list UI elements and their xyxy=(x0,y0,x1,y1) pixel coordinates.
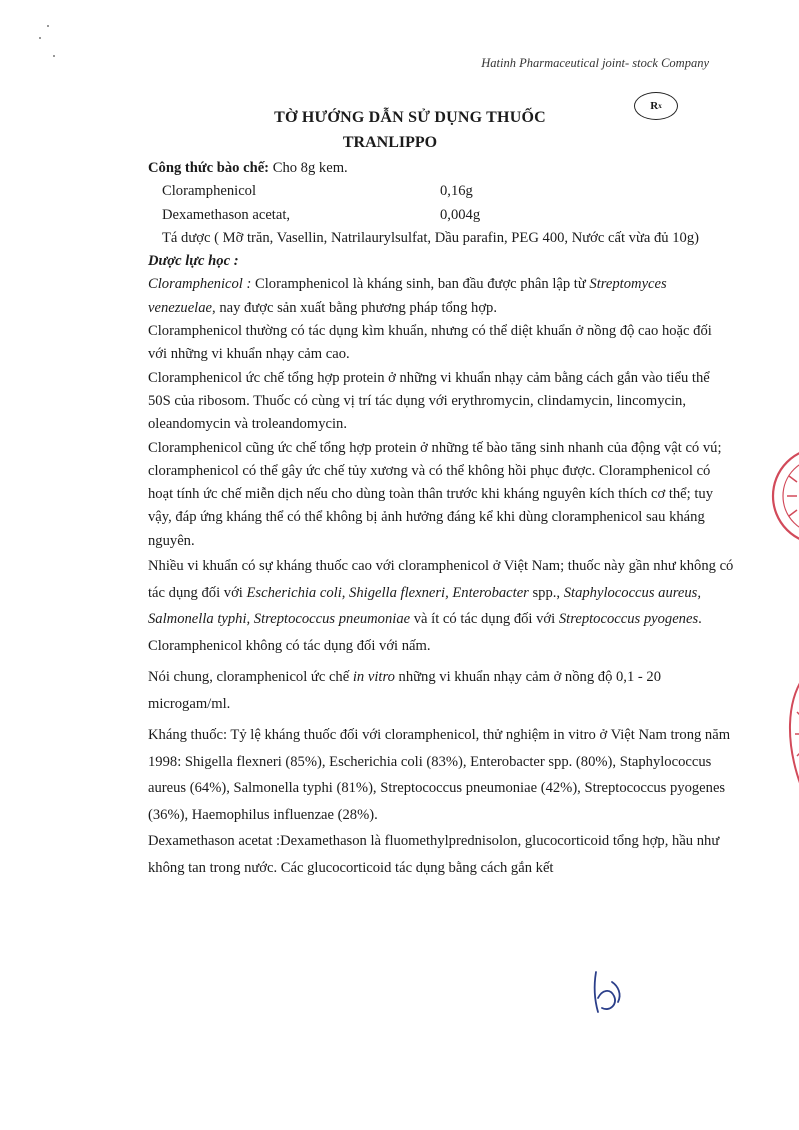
species-italic: Streptococcus pyogenes xyxy=(558,611,699,628)
document-body xyxy=(148,157,734,881)
paragraph-5-text-c: và ít có tác dụng đối với xyxy=(410,611,559,628)
paragraph-1-text-a: Cloramphenicol là kháng sinh, ban đầu được phân lập từ xyxy=(251,276,590,293)
rx-letter: R xyxy=(650,100,659,112)
species-italic: Escherichia coli, Shigella flexneri, Enterobacter xyxy=(246,584,529,601)
in-vitro-italic: in vitro xyxy=(352,669,395,686)
rx-subscript: x xyxy=(658,102,662,110)
ingredient-amount: 0,004g xyxy=(440,206,481,223)
red-seal-stamp xyxy=(769,436,799,556)
paragraph-1 xyxy=(148,273,734,320)
ingredient-row xyxy=(148,204,734,227)
pharmacodynamics-heading: Dược lực học : xyxy=(148,253,239,270)
formula-text: Cho 8g kem. xyxy=(269,160,348,176)
ingredient-name: Cloramphenicol xyxy=(162,183,257,200)
species-italic: Streptomyces venezuelae xyxy=(148,276,667,316)
paragraph-8: Dexamethason acetat :Dexamethason là fluomethylprednisolon, glucocorticoid tổng hợp, hầu như không tan trong nước. Các glucocorticoid tác dụng bằng cách gắn kết xyxy=(148,833,720,876)
ingredient-row xyxy=(148,180,734,203)
paragraph-2: Cloramphenicol thường có tác dụng kìm khuẩn, nhưng có thể diệt khuẩn ở nồng độ cao hoặc đối với những vi khuẩn nhạy cảm cao. xyxy=(148,323,712,363)
red-seal-stamp-edge xyxy=(783,672,799,792)
formula-label: Công thức bào chế: xyxy=(148,160,270,176)
paragraph-6-text-b: những vi khuẩn nhạy cảm ở nồng độ 0,1 - 20 microgam/ml. xyxy=(148,669,662,712)
formula-line xyxy=(148,157,734,180)
paragraph-6 xyxy=(148,664,734,717)
paragraph-3: Cloramphenicol ức chế tổng hợp protein ở những vi khuẩn nhạy cảm bằng cách gắn vào tiểu thể 50S của ribosom. Thuốc có cùng vị trí tác dụng với erythromycin, clindamycin, lincomycin, oleandomycin và troleandomycin. xyxy=(148,369,710,433)
paragraph-4: Cloramphenicol cũng ức chế tổng hợp protein ở những tế bào tăng sinh nhanh của động vật có vú; cloramphenicol có thể gây ức chế tủy xương và có thể không hồi phục được. Cloramphenicol có hoạt tính ức chế miễn dịch nếu cho dùng toàn thân trước khi kháng nguyên kích thích cơ thể; tuy vậy, đáp ứng kháng thể có thể không bị ảnh hưởng đáng kể khi dùng cloramphenicol sau kháng nguyên. xyxy=(148,439,722,549)
paragraph-6-text-a: Nói chung, cloramphenicol ức chế xyxy=(148,669,353,686)
paragraph-5-text-b: spp., xyxy=(528,584,564,601)
paragraph-5-text-a: Nhiều vi khuẩn có sự kháng thuốc cao với cloramphenicol ở Việt Nam; thuốc này gần như không có tác dụng đối với xyxy=(148,558,734,601)
ingredient-amount: 0,16g xyxy=(440,183,473,200)
signature-mark xyxy=(588,968,628,1016)
company-name: Hatinh Pharmaceutical joint- stock Company xyxy=(481,56,709,70)
paragraph-1-text-b: , nay được sản xuất bằng phương pháp tổng hợp. xyxy=(212,299,498,316)
excipients-text: Tá dược ( Mỡ trăn, Vasellin, Natrilaurylsulfat, Dầu parafin, PEG 400, Nước cất vừa đủ 10g) xyxy=(162,229,699,246)
ingredient-name: Dexamethason acetat, xyxy=(162,206,291,223)
scan-speck-marks xyxy=(34,22,58,62)
document-title: TỜ HƯỚNG DẪN SỬ DỤNG THUỐC xyxy=(274,109,546,126)
paragraph-5-text-d: . Cloramphenicol không có tác dụng đối với nấm. xyxy=(148,611,702,654)
paragraph-5 xyxy=(148,553,734,659)
product-name: TRANLIPPO xyxy=(342,134,438,151)
species-italic: Staphylococcus aureus, Salmonella typhi, Streptococcus pneumoniae xyxy=(148,584,701,628)
paragraph-7: Kháng thuốc: Tỷ lệ kháng thuốc đối với cloramphenicol, thử nghiệm in vitro ở Việt Nam trong năm 1998: Shigella flexneri (85%), Escherichia coli (83%), Enterobacter spp. (80%), Staphylococcus aureus (64%), Salmonella typhi (81%), Streptococcus pneumoniae (42%), Streptococcus pyogenes (36%), Haemophilus influenzae (28%). xyxy=(148,727,731,823)
drug-name-italic: Cloramphenicol : xyxy=(148,276,252,293)
